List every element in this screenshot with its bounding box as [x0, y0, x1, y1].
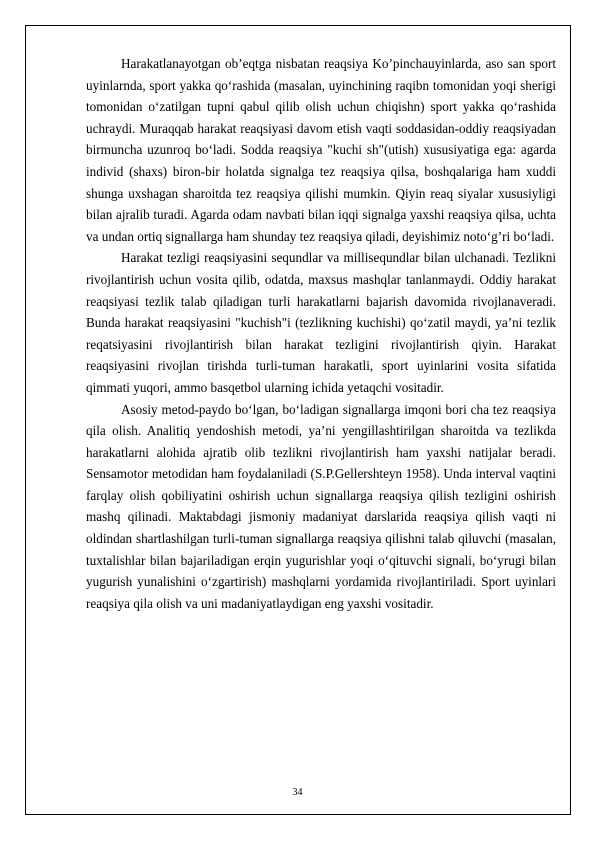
document-body: [86, 53, 556, 614]
paragraph-2: Harakat tezligi reaqsiyasini sequndlar va millisequndlar bilan ulchanadi. Tezlikni rivojlantirish uchun vosita qilib, odatda, maxsus mashqlar tanlanmaydi. Oddiy harakat reaqsiyasi tezlik talab qiladigan turli harakatlarni bajarish davomida rivojlanaveradi. Bunda harakat reaqsiyasini "kuchish"i (tezlikning kuchishi) qo‘zatil maydi, ya’ni tezlik reqatsiyasini rivojlantirish bilan harakat tezligini rivojlantirish qiyin. Harakat reaqsiyasini rivojlan tirishda turli-tuman harakatli, sport uyinlarini vosita sifatida qimmati yuqori, ammo basqetbol ularning ichida yetaqchi vositadir.: [86, 250, 556, 395]
paragraph-3: Asosiy metod-paydo bo‘lgan, bo‘ladigan signallarga imqoni bori cha tez reaqsiya qila olish. Analitiq yendoshish metodi, ya’ni yengillashtirilgan sharoitda va tezlikda harakatlarni alohida ajratib olib tezlikni rivojlantirish ham yaxshi natijalar beradi. Sensamotor metodidan ham foydalaniladi (S.P.Gellershteyn 1958). Unda interval vaqtini farqlay olish qobiliyatini oshirish uchun signallarga reaqsiya qilish tezligini oshirish mashq qilinadi. Maktabdagi jismoniy madaniyat darslarida reaqsiya qilish vaqti ni oldindan shartlashilgan turli-tuman signallarga reaqsiya qilishni talab qiluvchi (masalan, tuxtalishlar bilan bajariladigan erqin yugurishlar yoqi o‘qituvchi signali, bo‘yrugi bilan yugurish yunalishini o‘zgartirish) mashqlarni yordamida rivojlantiriladi. Sport uyinlari reaqsiya qila olish va uni madaniyatlaydigan eng yaxshi vositadir.: [86, 401, 556, 611]
paragraph-1: Harakatlanayotgan ob’eqtga nisbatan reaqsiya Ko’pinchauyinlarda, aso san sport uyinlarnda, sport yakka qo‘rashida (masalan, uyinchining raqibn tomonidan yoqi sherigi tomonidan o‘zatilgan tupni qabul qilib olish uchun chiqishn) sport yakka qo‘rashida uchraydi. Muraqqab harakat reaqsiyasi davom etish vaqti soddasidan-oddiy reaqsiyadan birmuncha uzunroq bo‘ladi. Sodda reaqsiya "kuchi sh"(utish) xususiyatiga ega: agarda individ (shaxs) biron-bir holatda signalga tez reaqsiya qilsa, boshqalariga ham xuddi shunga uxshagan sharoitda tez reaqsiya qilishi mumkin. Qiyin reaq siyalar xususiyligi bilan ajralib turadi. Agarda odam navbati bilan iqqi signalga yaxshi reaqsiya qilsa, uchta va undan ortiq signallarga ham shunday tez reaqsiya qiladi, deyishimiz noto‘g’ri bo‘ladi.: [86, 56, 556, 244]
page-number: 34: [292, 787, 303, 798]
